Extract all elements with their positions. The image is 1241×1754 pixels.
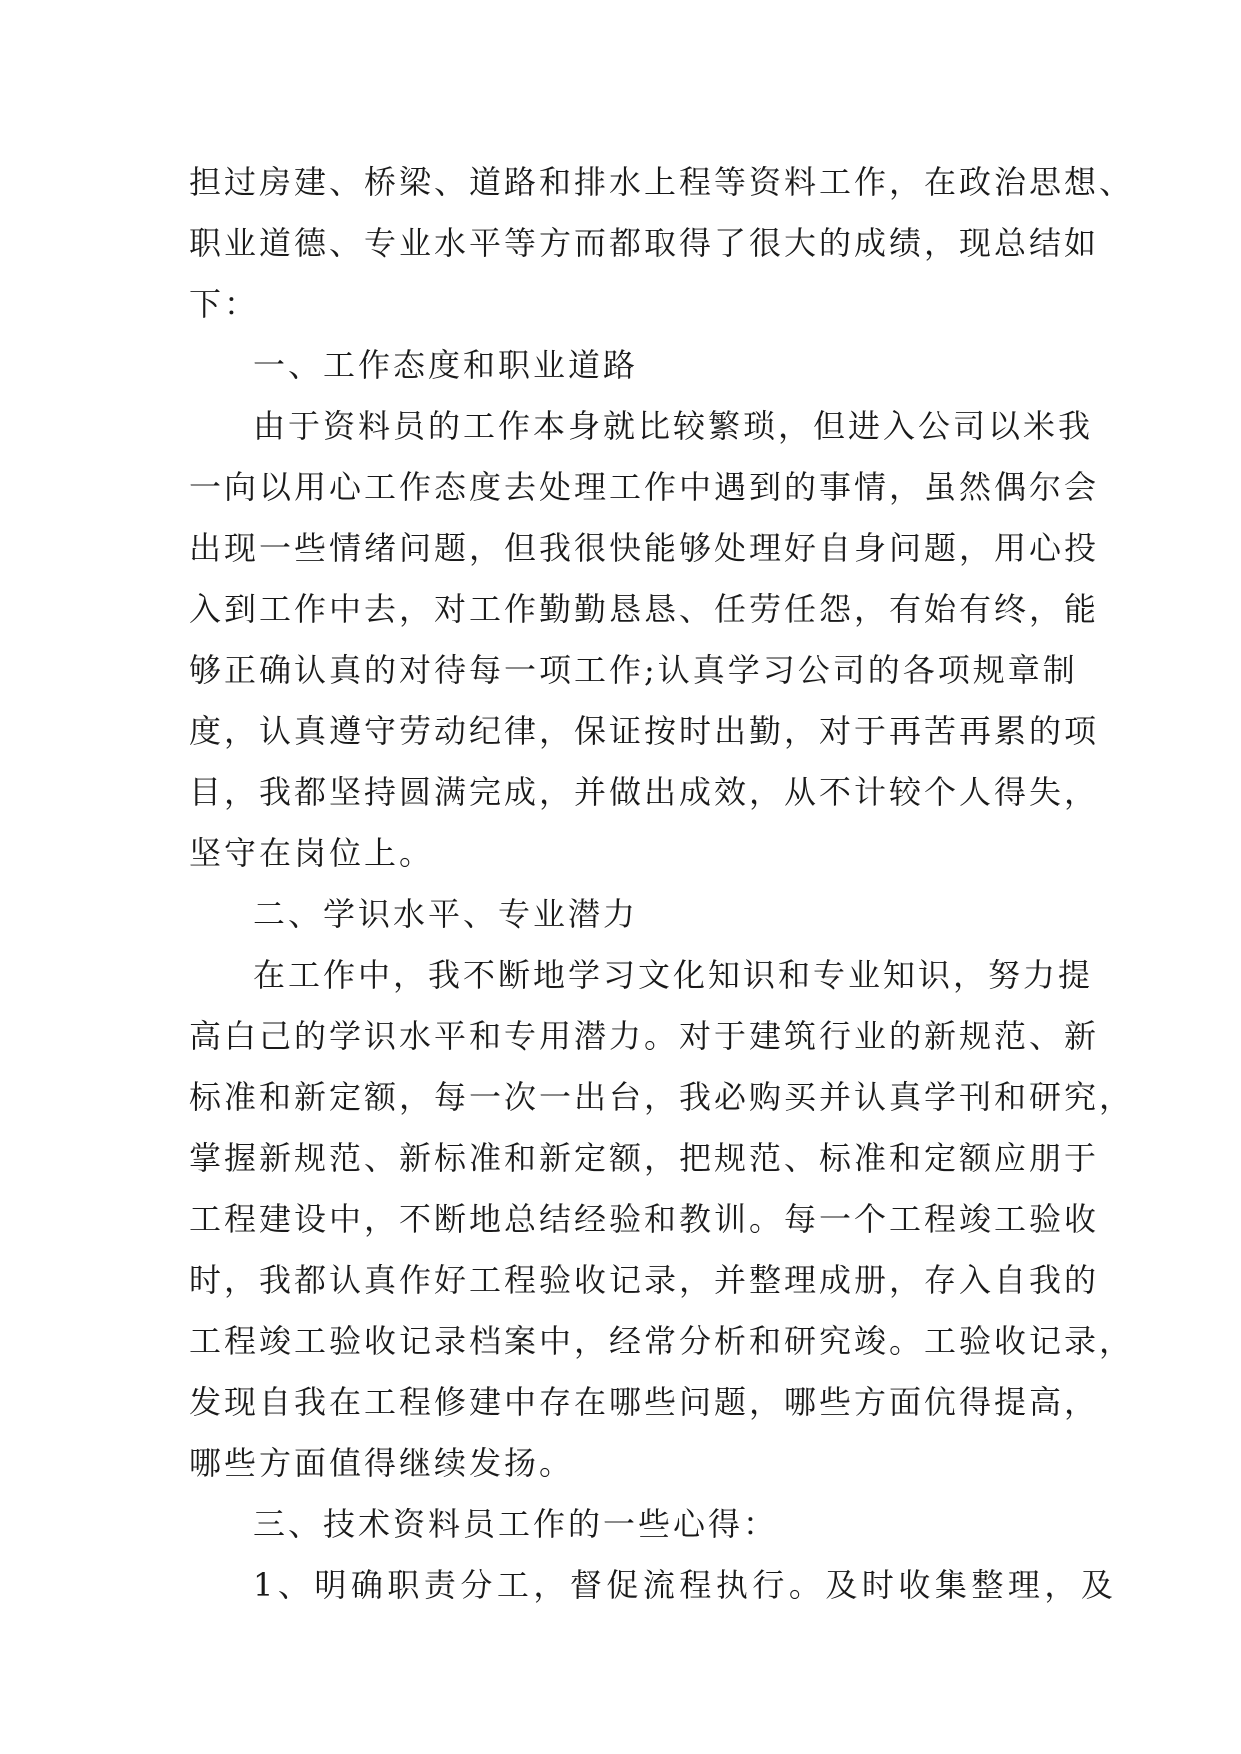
paragraph-line: 发现自我在工程修建中存在哪些问题，哪些方面伉得提高， <box>189 1383 1100 1421</box>
paragraph-line: 坚守在岗位上。 <box>189 834 435 872</box>
paragraph-line: 时，我都认真作好工程验收记录，并整理成册，存入自我的 <box>189 1261 1100 1299</box>
paragraph-line: 工程竣工验收记录档案中，经常分析和研究竣。工验收记录， <box>189 1322 1135 1360</box>
paragraph-line: 掌握新规范、新标准和新定额，把规范、标准和定额应朋于 <box>189 1139 1100 1177</box>
section-heading-2: 二、学识水平、专业潜力 <box>253 895 639 933</box>
paragraph-line: 在工作中，我不断地学习文化知识和专业知识，努力提 <box>253 956 1094 994</box>
section-heading-3: 三、技术资料员工作的一些心得： <box>253 1505 779 1543</box>
paragraph-line: 担过房建、桥梁、道路和排水上程等资料工作，在政治思想、 <box>189 163 1135 201</box>
paragraph-line: 出现一些情绪问题，但我很快能够处理好自身问题，用心投 <box>189 529 1100 567</box>
document-body <box>189 152 1135 1616</box>
paragraph-line: 下： <box>189 285 260 323</box>
paragraph-line: 高白己的学识水平和专用潜力。对于建筑行业的新规范、新 <box>189 1017 1100 1055</box>
paragraph-line: 够正确认真的对待每一项工作;认真学习公司的各项规章制 <box>189 651 1078 689</box>
paragraph-line: 标准和新定额，每一次一出台，我必购买并认真学刊和研究， <box>189 1078 1135 1116</box>
paragraph-line: 度，认真遵守劳动纪律，保证按时出勤，对于再苦再累的项 <box>189 712 1100 750</box>
section-heading-1: 一、工作态度和职业道路 <box>253 346 639 384</box>
paragraph-line: 工程建设中，不断地总结经验和教训。每一个工程竣工验收 <box>189 1200 1100 1238</box>
paragraph-line: 目，我都坚持圆满完成，并做出成效，从不计较个人得失， <box>189 773 1100 811</box>
paragraph-line: 入到工作中去，对工作勤勤恳恳、任劳任怨，有始有终，能 <box>189 590 1100 628</box>
paragraph-line: 一向以用心工作态度去处理工作中遇到的事情，虽然偶尔会 <box>189 468 1100 506</box>
paragraph-line: 哪些方面值得继续发扬。 <box>189 1444 575 1482</box>
paragraph-line: 1、明确职责分工，督促流程执行。及时收集整理，及 <box>253 1566 1118 1604</box>
paragraph-line: 职业道德、专业水平等方而都取得了很大的成绩，现总结如 <box>189 224 1100 262</box>
paragraph-line: 由于资料员的工作本身就比较繁琐，但进入公司以米我 <box>253 407 1094 445</box>
